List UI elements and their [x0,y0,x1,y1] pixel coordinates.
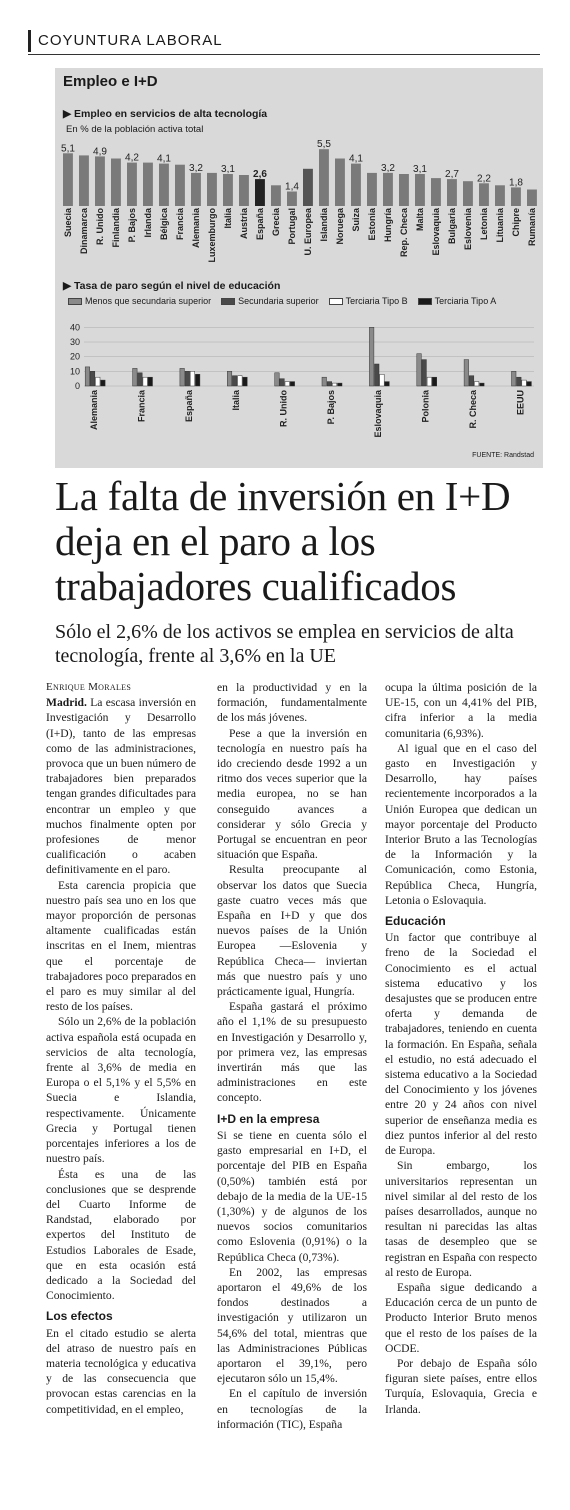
bar [280,379,285,386]
paragraph: Si se tiene en cuenta sólo el gasto empresarial en I+D, el porcentaje del PIB en España (0,50%) también está por debajo de la media de la UE-15 (1,30%) y de algunos de los nuevos socios comunitarios como Eslovenia (0,91%) o la República Checa (0,73%). [217,1128,367,1264]
legend-swatch [221,298,235,305]
tick-label: Francia [136,390,147,423]
paragraph: en la productividad y en la formación, fundamentalmente de los más jóvenes. [217,681,367,725]
legend-item [221,296,319,306]
paragraph: Sin embargo, los universitarios representan un nivel similar al del resto de los países desarrollados, aunque no resultan ni parecidas las altas tasas de desempleo que se registran en España con respecto al resto de Europa. [385,1159,537,1279]
bar [185,371,190,386]
bar [63,153,73,206]
data-label: 4,9 [93,146,107,158]
headline: La falta de inversión en I+D deja en el paro a los trabajadores cualificados [55,473,511,609]
bar [479,183,489,206]
tick-label: Eslovaquia [373,390,384,438]
section-divider [28,54,540,55]
tick-label: Eslovaquia [431,208,441,256]
bar [335,159,345,207]
tick-label: P. Bajos [325,390,336,425]
bar [255,179,265,206]
article-column-1 [46,680,196,1417]
data-label: 2,2 [477,173,491,185]
bar [319,149,329,206]
paragraph: En el citado estudio se alerta del atraso de nuestro país en materia tecnológica y educativa y de las consecuencia que provocan estas carencias en la competitividad, en el empleo, [46,1326,196,1416]
tick-label: Suecia [63,208,73,238]
paragraph: Pese a que la inversión en tecnología en nuestro país ha ido creciendo desde 1992 a un ritmo dos veces superior que la media europea, no se han conseguido avances a considerar y sólo Grecia y Portugal se encuentran en peor situación que España. [217,726,367,862]
infographic-title: Empleo e I+D [63,73,158,90]
bar [243,377,248,386]
bar [79,155,89,206]
bar [85,367,90,386]
bar [322,377,327,386]
tick-label: Rumanía [527,208,537,247]
y-tick-label: 20 [69,351,80,362]
legend-label: Terciaria Tipo B [345,296,408,306]
bar [383,173,393,206]
bar [480,383,485,386]
data-label: 5,1 [61,143,75,155]
bar [367,173,377,206]
bar [239,175,249,206]
tick-label: R. Unido [95,208,105,245]
tick-label: Irlanda [143,208,153,238]
bar [338,383,343,386]
bar [207,173,217,206]
chart2-title: ▶ Tasa de paro según el nivel de educación [63,280,281,292]
tick-label: Polonia [420,390,431,423]
paragraph: Esta carencia propicia que nuestro país sea uno en los que mayor proporción de personas altamente cualificadas están inscritas en el Inem, mientras que el porcentaje de trabajadores poco preparados en el paro es muy similar al del resto de los países. [46,878,196,1014]
bar [464,360,469,386]
chart1-title: ▶ Empleo en servicios de alta tecnología [63,108,268,120]
legend-swatch [68,298,82,305]
bar [223,174,233,206]
bar [90,371,95,386]
legend-item [68,296,211,306]
bar [351,164,361,206]
bar [227,371,232,386]
tick-label: U. Europea [303,208,313,256]
bar [290,382,295,386]
tick-label: Austria [239,208,249,240]
tick-label: EEUU [515,390,526,416]
bar [517,377,522,386]
tick-label: Bulgaria [447,208,457,245]
bar [432,377,437,386]
legend-swatch [329,298,343,305]
byline: Enrique Morales [46,681,132,693]
bar [96,377,101,386]
tick-label: P. Bajos [127,208,137,243]
bar [138,373,143,386]
tick-label: Chipre [511,208,521,237]
bar [95,156,105,206]
tick-label: España [183,390,194,423]
data-label: 5,5 [317,139,331,151]
tick-label: Italia [223,208,233,229]
tick-label: Malta [415,208,425,232]
tick-label: Dinamarca [79,208,89,255]
bar [287,192,297,207]
data-label: 1,4 [285,181,299,193]
legend-label: Secundaria superior [238,296,319,306]
legend-item [329,296,408,306]
bar [511,187,521,206]
bar [143,377,148,386]
tick-label: Suiza [351,208,361,232]
tick-label: Finlandia [111,208,121,248]
bar [275,373,280,386]
legend-label: Terciaria Tipo A [434,296,497,306]
bar [271,185,281,206]
deck: Sólo el 2,6% de los activos se emplea en servicios de alta tecnología, frente al 3,6% en la UE [55,621,514,667]
legend-label: Menos que secundaria superior [85,296,212,306]
tick-label: Lituania [495,208,505,243]
bar [127,163,137,206]
y-tick-label: 30 [69,337,80,347]
tick-label: Hungría [383,208,393,243]
data-label: 1,8 [509,177,523,189]
tick-label: Letonia [479,208,489,241]
tick-label: R. Unido [278,390,289,427]
subheading: I+D en la empresa [217,1111,320,1126]
bar [474,382,479,386]
bar [175,165,185,206]
bar [399,174,409,206]
tick-label: Rep. Checa [399,208,409,258]
paragraph: En el capítulo de inversión en tecnologías de la información (TIC), España [217,1387,367,1431]
section-marker [28,30,31,52]
bar [111,159,121,207]
tick-label: Francia [175,208,185,241]
bar [191,173,201,206]
tick-label: Islandia [319,208,329,242]
bar [385,382,390,386]
bar [527,190,537,207]
bar [495,185,505,206]
tick-label: España [255,208,265,241]
paragraph: Un factor que contribuye al freno de la Sociedad el Conocimiento es el actual sistema educativo y los desajustes que se producen entre oferta y demanda de trabajadores, teniendo en cuenta la formación. En España, señala el estudio, no está adecuado el sistema educativo a la Sociedad del Conocimiento y los jóvenes entre 20 y 24 años con nivel superior de enseñanza media es diez puntos inferior al del resto de Europa. [385,931,537,1158]
data-label: 2,7 [445,169,459,181]
y-tick-label: 40 [69,322,80,333]
paragraph: Al igual que en el caso del gasto en Investigación y Desarrollo, hay países recientemente incorporados a la Unión Europea que dedican un mayor porcentaje del Producto Interior Bruto a las Tecnologías de la Información y la Comunicación, como Estonia, República Checa, Hungría, Letonia o Eslovaquia. [385,741,537,907]
bar [180,368,185,386]
subheading: Educación [385,914,446,929]
chart2-legend [68,296,496,306]
paragraph: Sólo un 2,6% de la población activa española está ocupada en servicios de alta tecnología, frente al 3,6% de media en Europa o el 5,1% y el 5,5% en Suecia e Islandia, respectivamente. Únicamente Grecia y Portugal tienen porcentajes inferiores a los de nuestro país. [46,1015,196,1166]
paragraph: Resulta preocupante al observar los datos que Suecia gaste cuatro veces más que España en I+D y que dos nuevos países de la Unión Europea —Eslovenia y República Checa— inviertan más que nuestro país y uno prácticamente igual, Hungría. [217,863,367,999]
paragraph: España gastará el próximo año el 1,1% de su presupuesto en Investigación y Desarrollo y, por primera vez, las empresas invertirán más que las administraciones en este concepto. [217,1000,367,1105]
bar [133,368,138,386]
bar [285,382,290,386]
bar [422,360,427,386]
data-label: 3,2 [189,162,203,174]
tick-label: Grecia [271,208,281,237]
data-label: 2,6 [253,169,267,181]
bar [303,169,313,206]
tick-label: R. Checa [468,390,478,429]
bar [512,371,517,386]
chart1-subtitle: En % de la población activa total [66,124,204,135]
unemployment-education-chart [60,312,540,460]
bar [369,327,374,386]
paragraph: En 2002, las empresas aportaron el 49,6% de los fondos destinados a investigación y utilizaron un 54,6% del total, mientras que las Administraciones Públicas aportaron el 39,1%, pero ejecutaron sólo un 15,4%. [217,1265,367,1386]
bar [195,374,200,386]
bar [380,374,385,386]
bar [415,174,425,206]
legend-swatch [418,298,432,305]
bar [375,364,380,386]
paragraph [46,695,196,877]
tick-label: Bélgica [159,208,169,241]
tick-label: Alemania [191,208,201,249]
paragraph: Ésta es una de las conclusiones que se desprende del Cuarto Informe de Randstad, elaborado por expertos del Instituto de Estudios Laborales de Esade, que en esta ocasión está dedicado a la Sociedad del Conocimiento. [46,1167,196,1303]
hightech-employment-chart [60,138,540,278]
bar [232,376,237,386]
dateline: Madrid. [46,696,91,710]
article-column-2 [217,680,367,1432]
source-note: FUENTE: Randstad [472,452,534,459]
tick-label: Alemania [89,390,99,431]
subheading: Los efectos [46,1309,113,1324]
paragraph: ocupa la última posición de la UE-15, con un 4,41% del PIB, cifra inferior a la media comunitaria (6,93%). [385,681,537,740]
bar [469,376,474,386]
data-label: 4,1 [157,153,171,165]
bar [332,383,337,386]
article-column-3 [385,680,537,1417]
data-label: 3,1 [413,164,427,175]
tick-label: Portugal [287,208,297,245]
bar [327,382,332,386]
data-label: 3,2 [381,162,395,174]
section-label: COYUNTURA LABORAL [38,32,223,49]
paragraph: Por debajo de España sólo figuran siete países, entre ellos Turquía, Eslovaquia, Grecia e Irlanda. [385,1356,537,1416]
bar [159,164,169,206]
bar [148,377,153,386]
bar [427,377,432,386]
tick-label: Noruega [335,208,345,245]
bar [143,163,153,206]
y-tick-label: 10 [69,366,80,377]
bar [431,178,441,206]
tick-label: Italia [231,390,242,411]
bar [463,181,473,206]
bar [190,371,195,386]
data-label: 4,2 [125,152,139,164]
data-label: 4,1 [349,153,363,165]
tick-label: Luxemburgo [207,208,217,263]
bar [447,179,457,206]
bar [522,380,527,386]
bar [238,376,243,386]
data-label: 3,1 [221,164,235,175]
paragraph-text: La escasa inversión en Investigación y Desarrollo (I+D), tanto de las empresas como de las administraciones, provoca que un buen número de trabajadores bien preparados tengan grandes dificultades para encontrar un empleo y que muchos finalmente opten por profesiones de menor cualificación o acaben definitivamente en el paro. [46,696,196,877]
bar [417,354,422,386]
tick-label: Eslovenia [463,208,473,251]
tick-label: Estonia [367,208,377,241]
bar [527,382,532,386]
legend-item [418,296,497,306]
paragraph: España sigue dedicando a Educación cerca de un punto de Producto Interior Bruto menos que el resto de los países de la OCDE. [385,1280,537,1355]
y-tick-label: 0 [74,381,80,391]
bar [101,380,106,386]
